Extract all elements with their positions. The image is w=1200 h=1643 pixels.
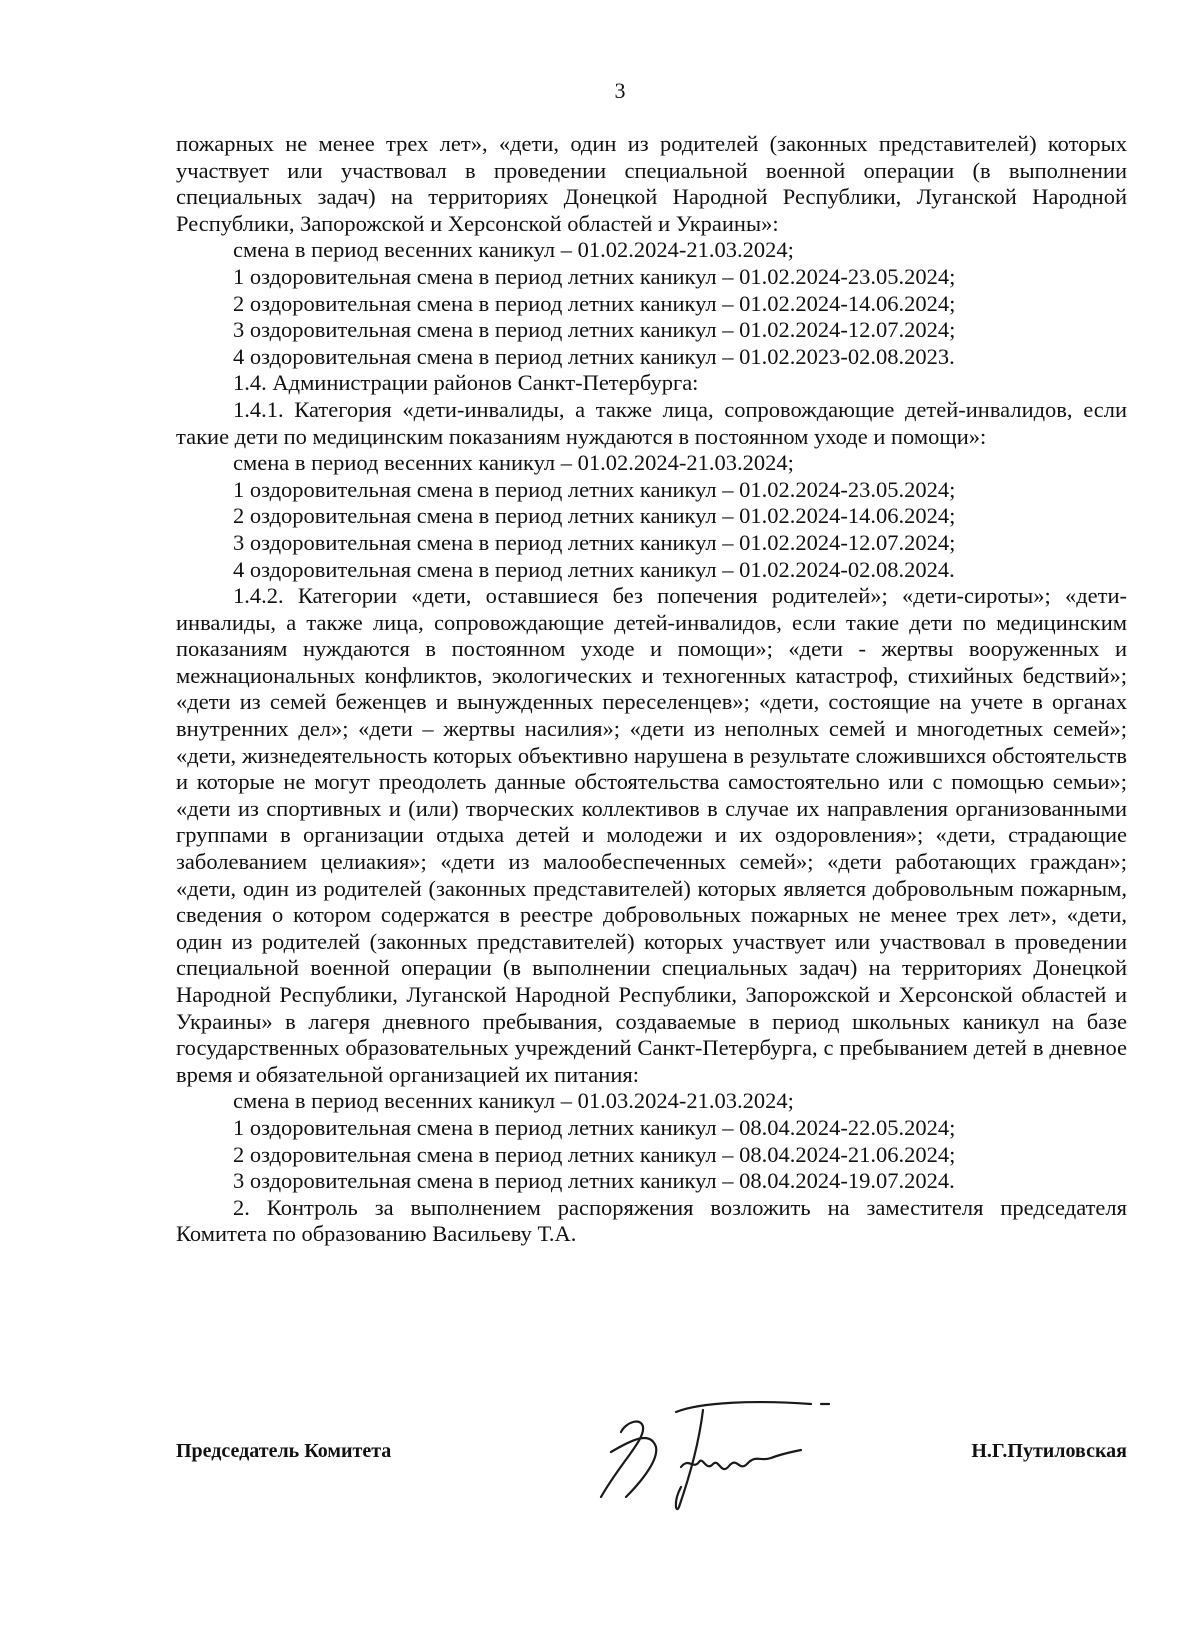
page-number: 3 [614, 78, 626, 103]
paragraph: 2 оздоровительная смена в период летних каникул – 01.02.2024-14.06.2024; [233, 290, 956, 316]
paragraph: 4 оздоровительная смена в период летних каникул – 01.02.2024-02.08.2024. [233, 556, 955, 582]
paragraph: 2. Контроль за выполнением распоряжения возложить на заместителя председателя Комитета по образованию Васильеву Т.А. [176, 1194, 1127, 1247]
paragraph: 3 оздоровительная смена в период летних каникул – 01.02.2024-12.07.2024; [233, 529, 956, 555]
paragraph: 1.4. Администрации районов Санкт-Петербурга: [233, 370, 699, 396]
paragraph: смена в период весенних каникул – 01.03.2024-21.03.2024; [233, 1088, 794, 1114]
paragraph: 1 оздоровительная смена в период летних каникул – 01.02.2024-23.05.2024; [233, 476, 956, 502]
paragraph: 1.4.2. Категории «дети, оставшиеся без попечения родителей»; «дети-сироты»; «дети-инвалиды, а также лица, сопровождающие детей-инвалидов, если такие дети по медицинским показаниям нуждаются в постоянном уходе и помощи»; «дети - жертвы вооруженных и межнациональных конфликтов, экологических и техногенных катастроф, стихийных бедствий»; «дети из семей беженцев и вынужденных переселенцев»; «дети, состоящие на учете в органах внутренних дел»; «дети – жертвы насилия»; «дети из неполных семей и многодетных семей»; «дети, жизнедеятельность которых объективно нарушена в результате сложившихся обстоятельств и которые не могут преодолеть данные обстоятельства самостоятельно или с помощью семьи»; «дети из спортивных и (или) творческих коллективов в случае их направления организованными группами в организации отдыха детей и молодежи и их оздоровления»; «дети, страдающие заболеванием целиакия»; «дети из малообеспеченных семей»; «дети работающих граждан»; «дети, один из родителей (законных представителей) которых является добровольным пожарным, сведения о котором содержатся в реестре добровольных пожарных не менее трех лет», «дети, один из родителей (законных представителей) которых участвует или участвовал в проведении специальной военной операции (в выполнении специальных задач) на территориях Донецкой Народной Республики, Луганской Народной Республики, Запорожской и Херсонской областей и Украины» в лагеря дневного пребывания, создаваемые в период школьных каникул на базе государственных образовательных учреждений Санкт-Петербурга, с пребыванием детей в дневное время и обязательной организацией их питания: [176, 583, 1127, 1087]
signatory-title: Председатель Комитета [176, 1440, 392, 1462]
handwritten-signature [581, 1392, 841, 1522]
document-body [176, 131, 1127, 1248]
paragraph: 3 оздоровительная смена в период летних каникул – 08.04.2024-19.07.2024. [233, 1168, 955, 1194]
signatory-name: Н.Г.Путиловская [971, 1440, 1127, 1462]
paragraph: смена в период весенних каникул – 01.02.2024-21.03.2024; [233, 450, 794, 476]
paragraph: 2 оздоровительная смена в период летних каникул – 08.04.2024-21.06.2024; [233, 1141, 956, 1167]
paragraph: пожарных не менее трех лет», «дети, один из родителей (законных представителей) которых участвует или участвовал в проведении специальной военной операции (в выполнении специальных задач) на территориях Донецкой Народной Республики, Луганской Народной Республики, Запорожской и Херсонской областей и Украины»: [176, 131, 1127, 236]
paragraph: 1.4.1. Категория «дети-инвалиды, а также лица, сопровождающие детей-инвалидов, если такие дети по медицинским показаниям нуждаются в постоянном уходе и помощи»: [176, 396, 1127, 449]
paragraph: 2 оздоровительная смена в период летних каникул – 01.02.2024-14.06.2024; [233, 503, 956, 529]
paragraph: 1 оздоровительная смена в период летних каникул – 08.04.2024-22.05.2024; [233, 1114, 956, 1140]
paragraph: смена в период весенних каникул – 01.02.2024-21.03.2024; [233, 237, 794, 263]
paragraph: 3 оздоровительная смена в период летних каникул – 01.02.2024-12.07.2024; [233, 317, 956, 343]
signature-block [176, 1392, 1127, 1542]
paragraph: 4 оздоровительная смена в период летних каникул – 01.02.2023-02.08.2023. [233, 343, 955, 369]
paragraph: 1 оздоровительная смена в период летних каникул – 01.02.2024-23.05.2024; [233, 263, 956, 289]
